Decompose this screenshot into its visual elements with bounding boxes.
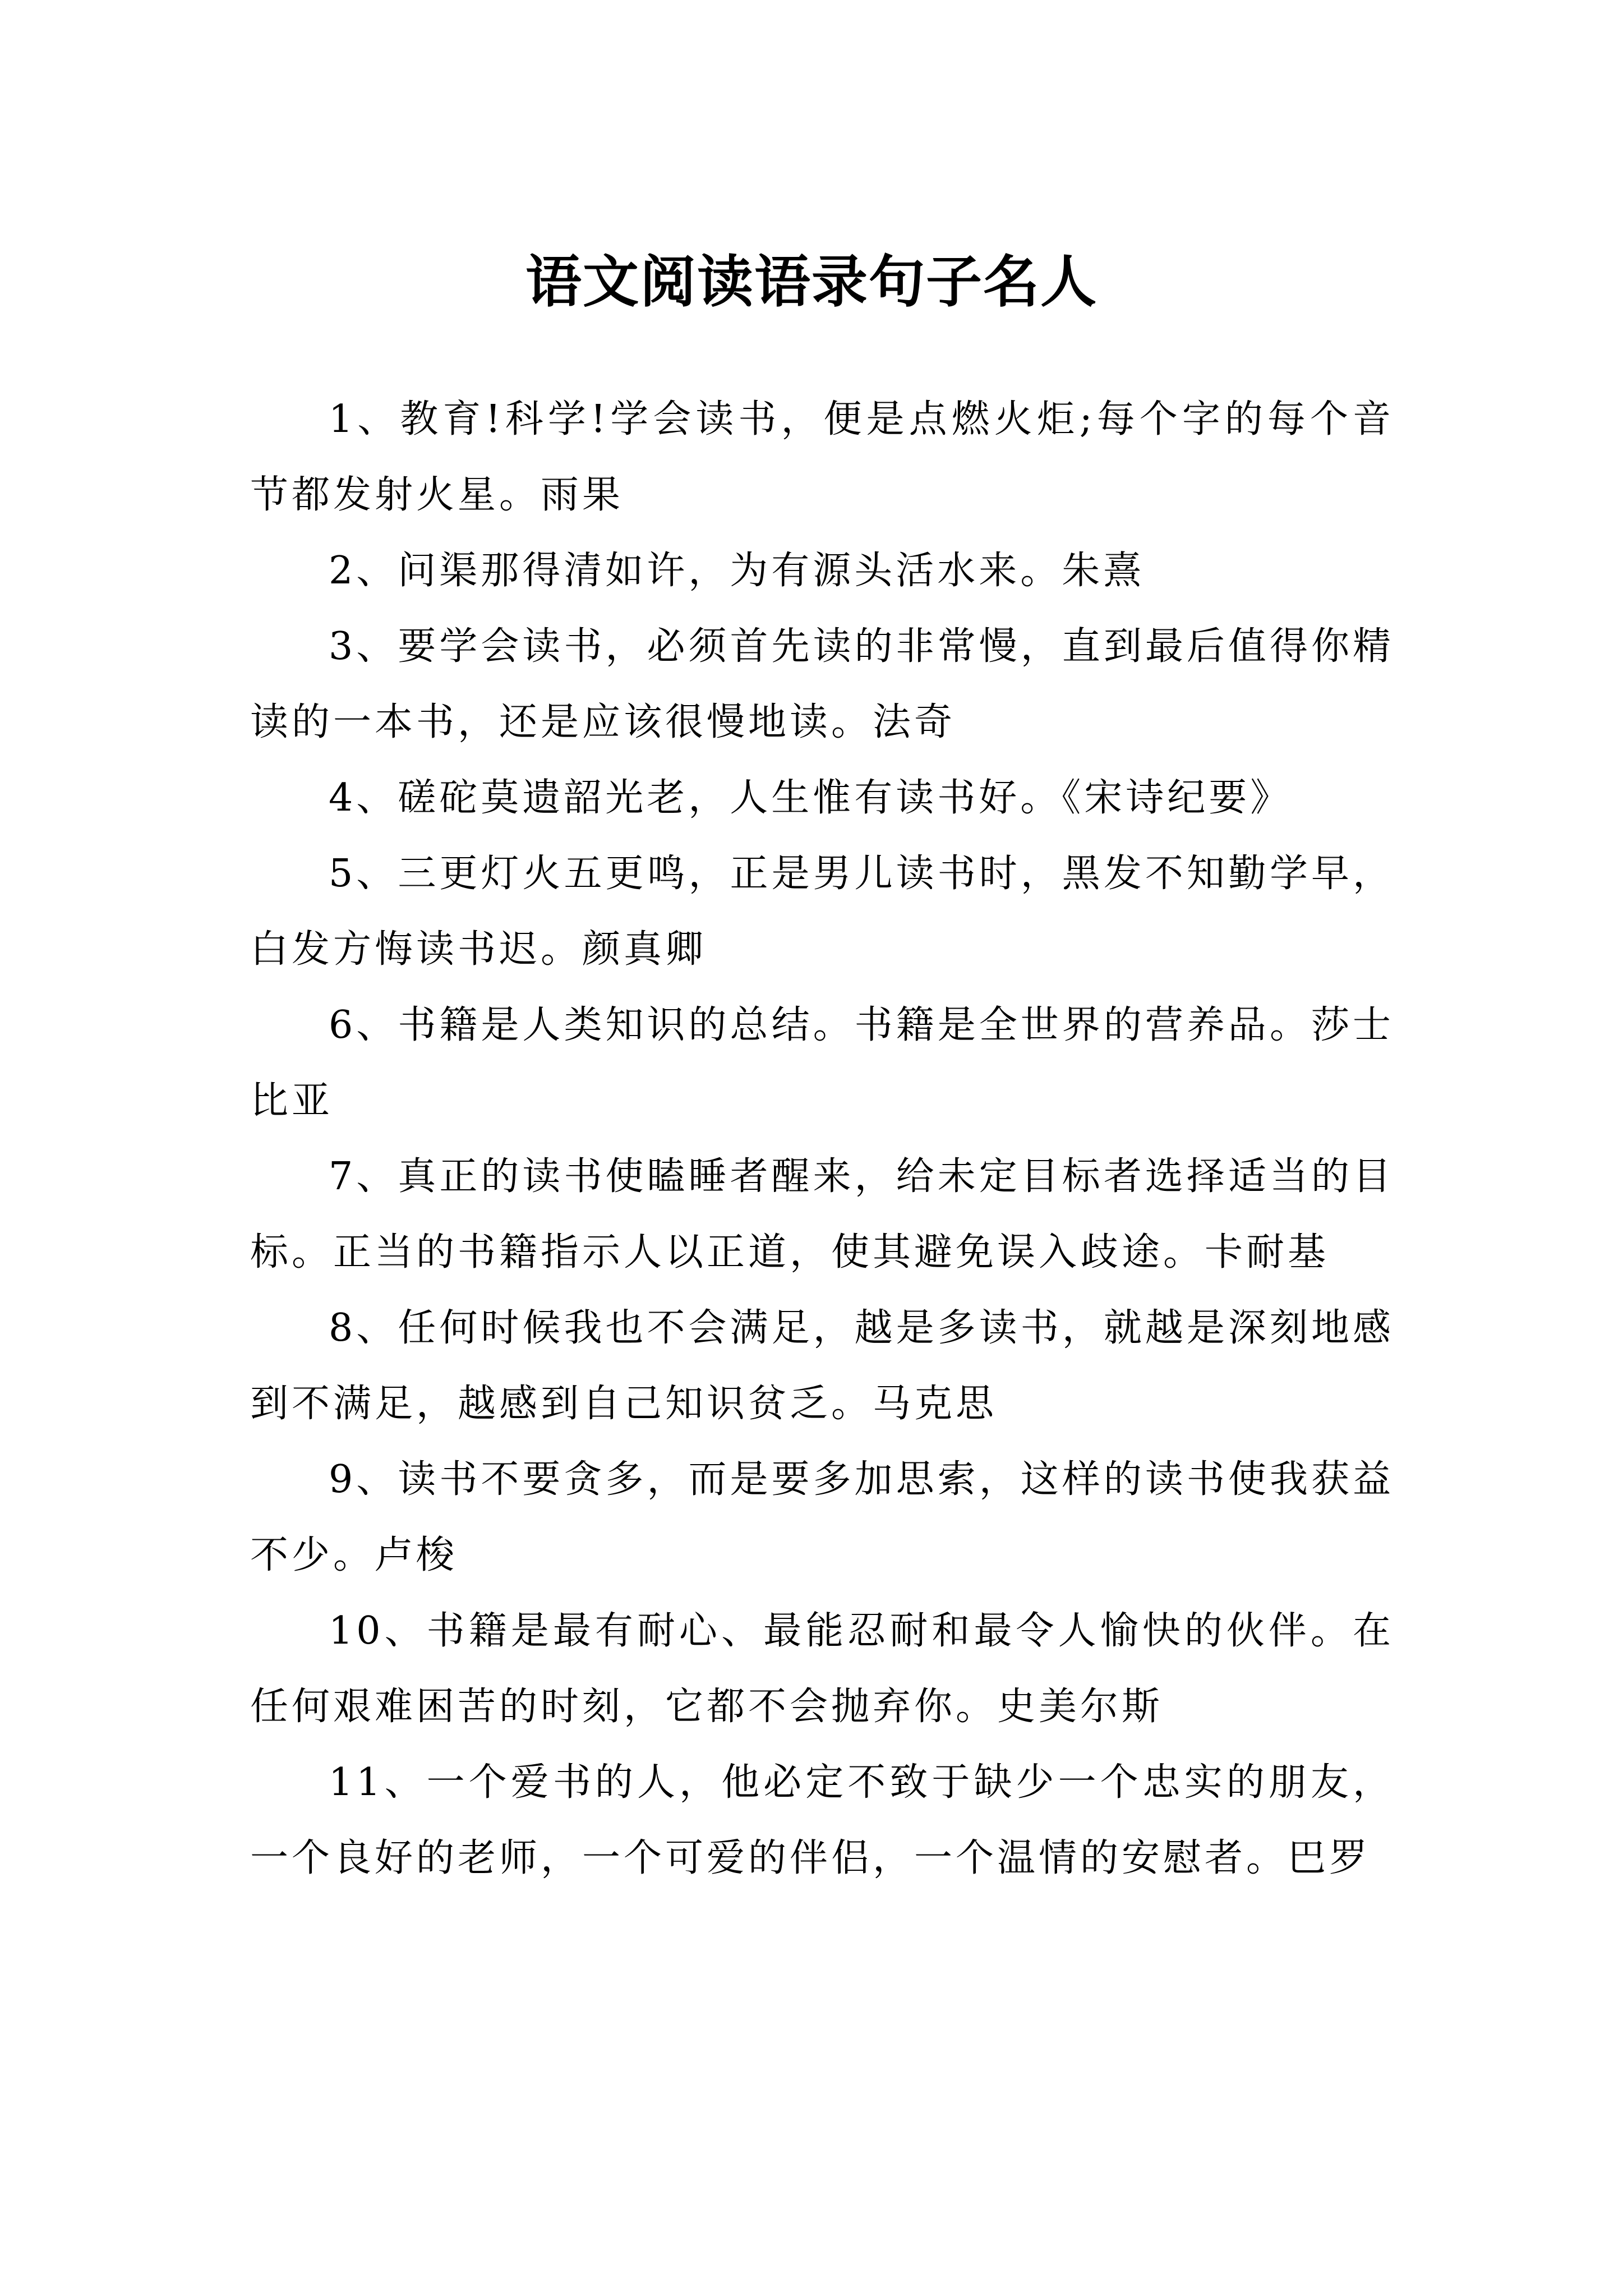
quote-paragraph-2: 2、问渠那得清如许，为有源头活水来。朱熹 bbox=[329, 549, 1145, 593]
quote-paragraph-6: 6、书籍是人类知识的总结。书籍是全世界的营养品。莎士比亚 bbox=[250, 1003, 1394, 1123]
quote-paragraph-11: 11、一个爱书的人，他必定不致于缺少一个忠实的朋友，一个良好的老师，一个可爱的伴侣，一个温情的安慰者。巴罗 bbox=[250, 1760, 1394, 1880]
quote-paragraph-7: 7、真正的读书使瞌睡者醒来，给未定目标者选择适当的目标。正当的书籍指示人以正道，使其避免误入歧途。卡耐基 bbox=[250, 1154, 1394, 1274]
quote-paragraph-1: 1、教育!科学!学会读书，便是点燃火炬;每个字的每个音节都发射火星。雨果 bbox=[250, 397, 1394, 517]
quote-paragraph-9: 9、读书不要贪多，而是要多加思索，这样的读书使我获益不少。卢梭 bbox=[250, 1457, 1394, 1577]
quote-paragraph-8: 8、任何时候我也不会满足，越是多读书，就越是深刻地感到不满足，越感到自己知识贫乏。马克思 bbox=[250, 1306, 1394, 1426]
quote-paragraph-10: 10、书籍是最有耐心、最能忍耐和最令人愉快的伙伴。在任何艰难困苦的时刻，它都不会抛弃你。史美尔斯 bbox=[250, 1609, 1394, 1729]
quote-paragraph-5: 5、三更灯火五更鸣，正是男儿读书时，黑发不知勤学早，白发方悔读书迟。颜真卿 bbox=[250, 852, 1394, 972]
quote-list bbox=[250, 381, 1394, 1896]
quote-paragraph-4: 4、磋砣莫遗韶光老，人生惟有读书好。《宋诗纪要》 bbox=[329, 776, 1292, 820]
page-title: 语文阅读语录句子名人 bbox=[525, 249, 1098, 315]
quote-paragraph-3: 3、要学会读书，必须首先读的非常慢，直到最后值得你精读的一本书，还是应该很慢地读。法奇 bbox=[250, 624, 1394, 744]
